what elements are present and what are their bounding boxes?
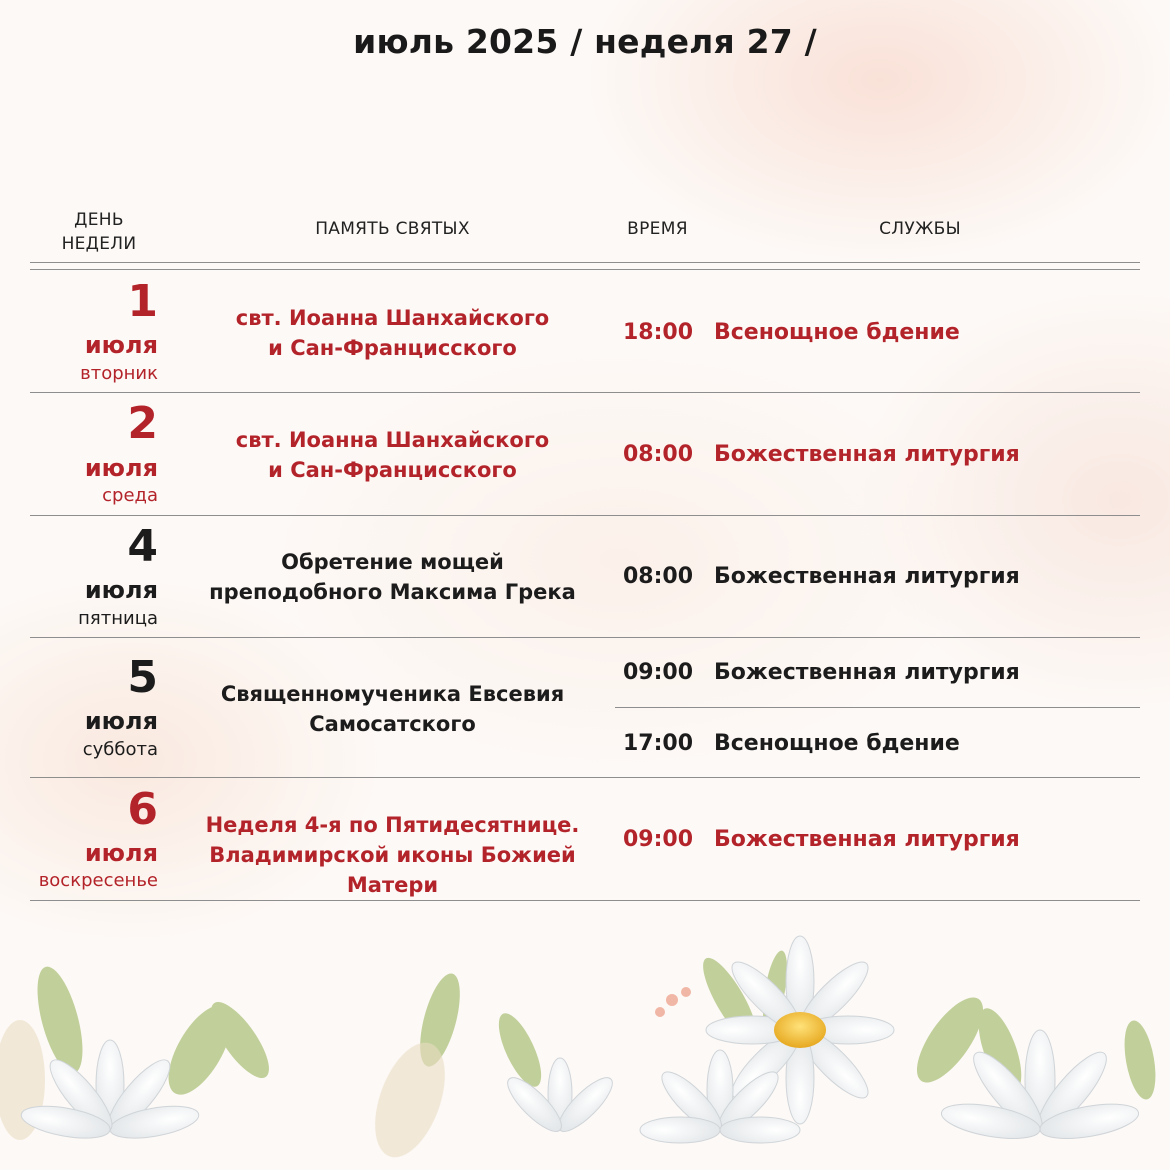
header-rule-top <box>30 262 1140 263</box>
date-weekday: суббота <box>82 739 158 760</box>
service-name: Божественная литургия <box>714 827 1020 852</box>
service-name: Всенощное бдение <box>714 731 960 756</box>
service-time: 17:00 <box>622 731 694 756</box>
service-name: Божественная литургия <box>714 564 1020 589</box>
saint-memory <box>175 425 610 485</box>
date-weekday: воскресенье <box>38 870 158 891</box>
date-day: 5 <box>127 652 158 703</box>
date-day: 4 <box>127 521 158 572</box>
header-services: СЛУЖБЫ <box>879 219 961 239</box>
saint-line: преподобного Максима Грека <box>209 580 576 604</box>
saint-memory <box>175 547 610 607</box>
saint-memory <box>175 810 610 900</box>
row-divider <box>30 515 1140 516</box>
date-month: июля <box>84 576 158 604</box>
row-divider <box>30 900 1140 901</box>
floral-decoration <box>0 930 1170 1170</box>
header-time: ВРЕМЯ <box>627 219 688 239</box>
page-title: июль 2025 / неделя 27 / <box>353 22 817 61</box>
header-day-of-week: ДЕНЬ НЕДЕЛИ <box>61 210 137 254</box>
service-name: Божественная литургия <box>714 442 1020 467</box>
date-month: июля <box>84 839 158 867</box>
date-month: июля <box>84 331 158 359</box>
saint-line: Владимирской иконы Божией Матери <box>209 843 576 897</box>
service-time: 08:00 <box>622 442 694 467</box>
saint-line: свт. Иоанна Шанхайского <box>235 306 550 330</box>
saint-line: Самосатского <box>309 712 476 736</box>
date-day: 1 <box>127 276 158 327</box>
header-saints-memory: ПАМЯТЬ СВЯТЫХ <box>315 219 470 239</box>
row-divider <box>30 777 1140 778</box>
date-day: 6 <box>127 784 158 835</box>
saint-line: и Сан-Францисского <box>268 458 517 482</box>
header-rule-bottom <box>30 269 1140 270</box>
sub-row-divider <box>615 707 1140 708</box>
service-name: Всенощное бдение <box>714 320 960 345</box>
date-weekday: вторник <box>80 363 158 384</box>
saint-line: Неделя 4-я по Пятидесятнице. <box>205 813 580 837</box>
service-time: 18:00 <box>622 320 694 345</box>
date-weekday: среда <box>102 485 158 506</box>
service-time: 08:00 <box>622 564 694 589</box>
date-month: июля <box>84 707 158 735</box>
row-divider <box>30 392 1140 393</box>
saint-line: свт. Иоанна Шанхайского <box>235 428 550 452</box>
saint-line: и Сан-Францисского <box>268 336 517 360</box>
row-divider <box>30 637 1140 638</box>
saint-line: Священномученика Евсевия <box>220 682 565 706</box>
service-name: Божественная литургия <box>714 660 1020 685</box>
saint-memory <box>175 679 610 739</box>
date-weekday: пятница <box>78 608 158 629</box>
saint-line: Обретение мощей <box>281 550 504 574</box>
saint-memory <box>175 303 610 363</box>
service-time: 09:00 <box>622 660 694 685</box>
date-month: июля <box>84 454 158 482</box>
service-time: 09:00 <box>622 827 694 852</box>
date-day: 2 <box>127 398 158 449</box>
